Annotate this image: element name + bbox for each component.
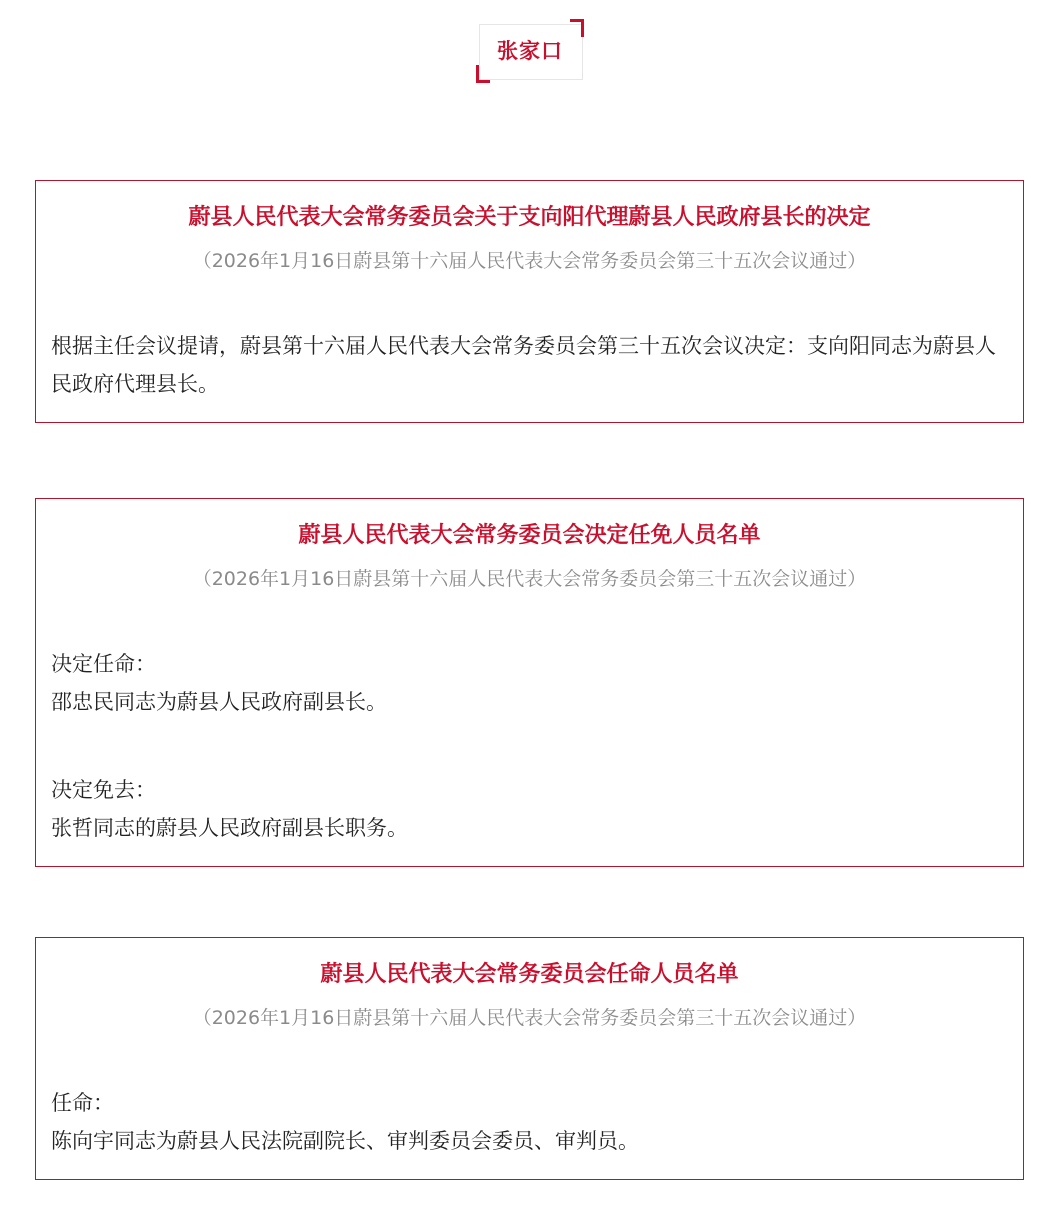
paragraph-spacer bbox=[51, 721, 1011, 771]
section-subtitle: （2026年1月16日蔚县第十六届人民代表大会常务委员会第三十五次会议通过） bbox=[192, 568, 867, 590]
section-subtitle: （2026年1月16日蔚县第十六届人民代表大会常务委员会第三十五次会议通过） bbox=[192, 1007, 867, 1029]
section-body bbox=[51, 327, 1011, 403]
section-body bbox=[51, 645, 1011, 847]
appointment-removal-section bbox=[35, 498, 1024, 867]
body-paragraph: 张哲同志的蔚县人民政府副县长职务。 bbox=[51, 816, 408, 840]
section-body bbox=[51, 1084, 1011, 1160]
region-badge bbox=[476, 19, 584, 83]
decision-section-acting-county-head bbox=[35, 180, 1024, 423]
appointment-section bbox=[35, 937, 1024, 1180]
section-subtitle: （2026年1月16日蔚县第十六届人民代表大会常务委员会第三十五次会议通过） bbox=[192, 250, 867, 272]
section-title: 蔚县人民代表大会常务委员会关于支向阳代理蔚县人民政府县长的决定 bbox=[188, 205, 871, 230]
body-paragraph: 根据主任会议提请，蔚县第十六届人民代表大会常务委员会第三十五次会议决定：支向阳同志为蔚县人民政府代理县长。 bbox=[51, 334, 996, 396]
region-badge-label: 张家口 bbox=[497, 39, 563, 63]
body-paragraph: 决定任命： bbox=[51, 652, 156, 676]
body-paragraph: 任命： bbox=[51, 1091, 114, 1115]
body-paragraph: 邵忠民同志为蔚县人民政府副县长。 bbox=[51, 690, 387, 714]
body-paragraph: 陈向宇同志为蔚县人民法院副院长、审判委员会委员、审判员。 bbox=[51, 1129, 639, 1153]
section-title: 蔚县人民代表大会常务委员会决定任免人员名单 bbox=[298, 523, 761, 548]
section-title: 蔚县人民代表大会常务委员会任命人员名单 bbox=[320, 962, 739, 987]
body-paragraph: 决定免去： bbox=[51, 778, 156, 802]
